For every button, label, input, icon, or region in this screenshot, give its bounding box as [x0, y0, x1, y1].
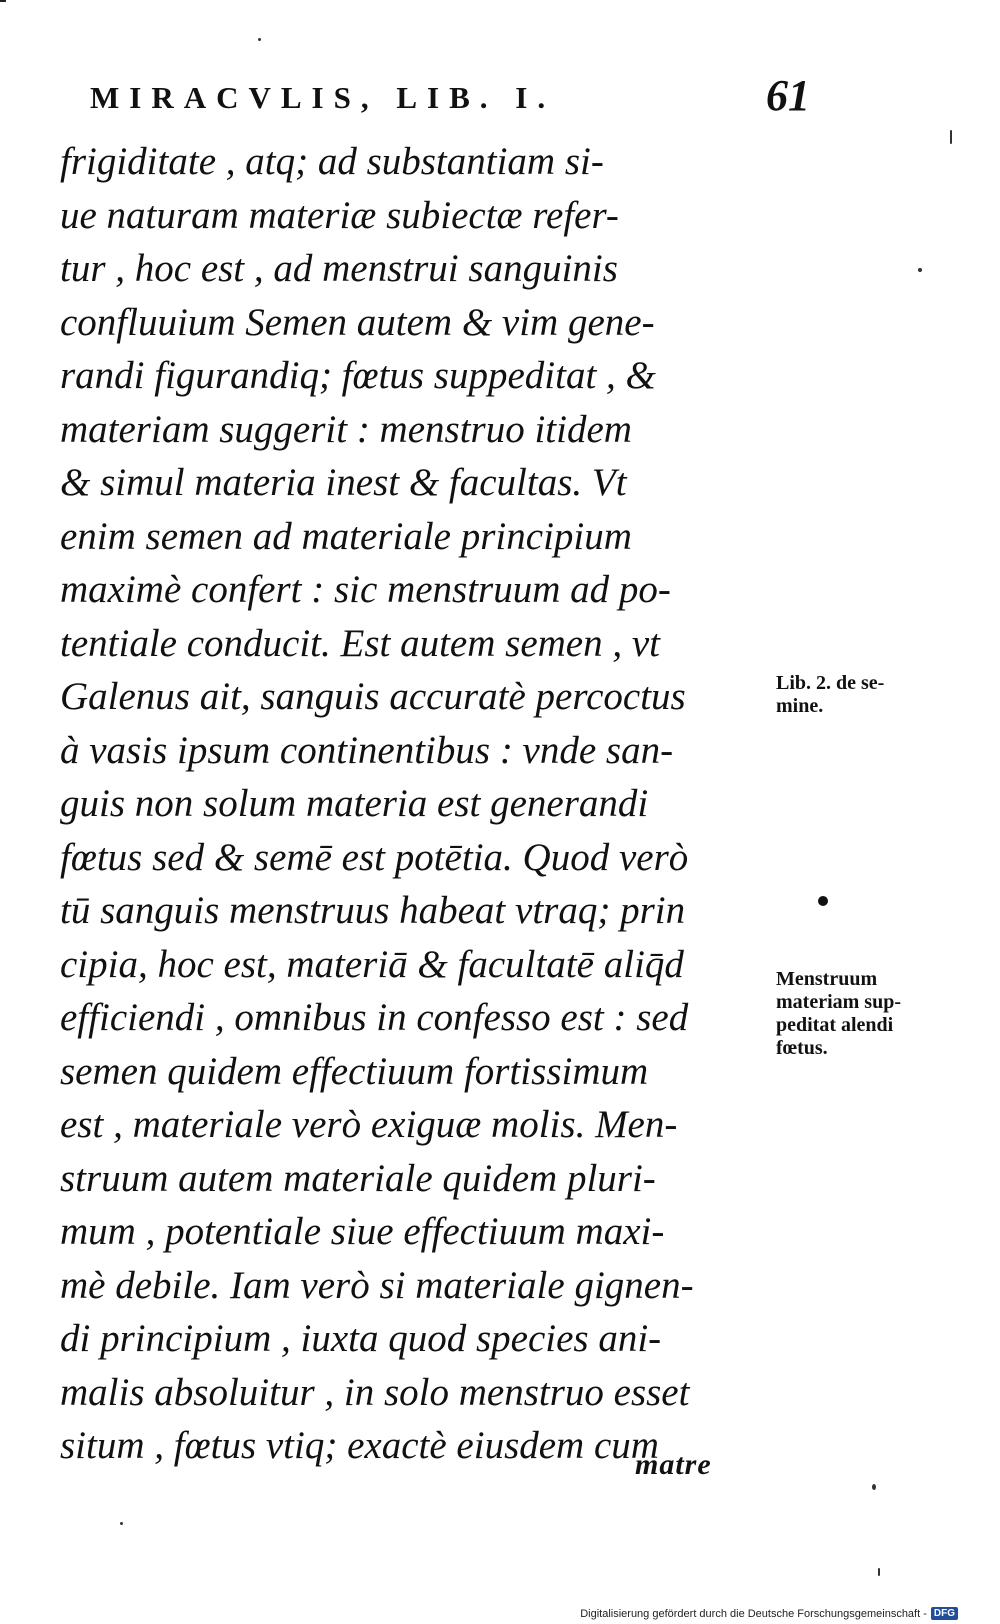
digitization-footer [580, 1607, 958, 1620]
scan-speck [950, 130, 952, 144]
text-line: maximè confert : sic menstruum ad po- [60, 568, 671, 611]
text-line: tū sanguis menstruus habeat vtraq; prin [60, 889, 686, 932]
text-line: enim semen ad materiale principium [60, 514, 632, 558]
scan-corner-mark [0, 0, 6, 2]
scan-speck [918, 268, 922, 272]
margin-note-summary [776, 968, 901, 1060]
margin-note-line: fœtus. [776, 1037, 828, 1059]
text-line: efficiendi , omnibus in confesso est : sed [60, 996, 689, 1039]
text-line: fœtus sed & semē est potētia. Quod verò [60, 835, 689, 879]
text-line: di principium , iuxta quod species ani- [60, 1317, 662, 1360]
footer-text: Digitalisierung gefördert durch die Deutsche Forschungsgemeinschaft - [580, 1607, 927, 1620]
text-line: randi figurandiq; fœtus suppeditat , & [60, 354, 656, 397]
text-line: à vasis ipsum continentibus : vnde san- [60, 728, 674, 772]
marginal-dot [818, 896, 828, 906]
text-line: Galenus ait, sanguis accuratè percoctus [60, 675, 686, 718]
margin-note-line: Menstruum [776, 968, 878, 990]
text-line: struum autem materiale quidem pluri- [60, 1156, 656, 1200]
scan-speck [258, 38, 261, 41]
text-line: guis non solum materia est generandi [60, 782, 649, 825]
text-line: ue naturam materiæ subiectæ refer- [60, 193, 619, 237]
text-line: malis absoluitur , in solo menstruo esset [60, 1370, 690, 1414]
scan-speck [878, 1568, 880, 1576]
text-line: mè debile. Iam verò si materiale gignen- [60, 1263, 694, 1307]
text-line: semen quidem effectiuum fortissimum [60, 1049, 649, 1093]
text-line: tur , hoc est , ad menstrui sanguinis [60, 247, 618, 290]
page-header [90, 72, 810, 128]
body-text [60, 135, 765, 1473]
text-line: situm , fœtus vtiq; exactè eiusdem cum [60, 1424, 659, 1467]
running-head: MIRACVLIS, LIB. I. [90, 80, 556, 115]
catchword: matre [635, 1448, 712, 1481]
margin-note-line: peditat alendi [776, 1014, 894, 1036]
margin-note-source [776, 672, 884, 718]
text-line: tentiale conducit. Est autem semen , vt [60, 621, 661, 665]
text-line: & simul materia inest & facultas. Vt [60, 461, 627, 504]
margin-note-line: Lib. 2. de se- [776, 672, 885, 694]
text-line: frigiditate , atq; ad substantiam si- [60, 140, 604, 183]
text-line: cipia, hoc est, materiā & facultatē aliq̄d [60, 942, 684, 986]
text-line: mum , potentiale siue effectiuum maxi- [60, 1210, 665, 1253]
text-line: materiam suggerit : menstruo itidem [60, 407, 632, 451]
margin-note-line: mine. [776, 695, 824, 717]
dfg-logo: DFG [931, 1607, 958, 1620]
text-line: est , materiale verò exiguæ molis. Men- [60, 1103, 678, 1146]
text-line: confluuium Semen autem & vim gene- [60, 300, 655, 344]
scan-speck [120, 1522, 123, 1525]
scan-speck [872, 1484, 876, 1490]
page-number: 61 [766, 71, 810, 120]
margin-note-line: materiam sup- [776, 991, 901, 1013]
